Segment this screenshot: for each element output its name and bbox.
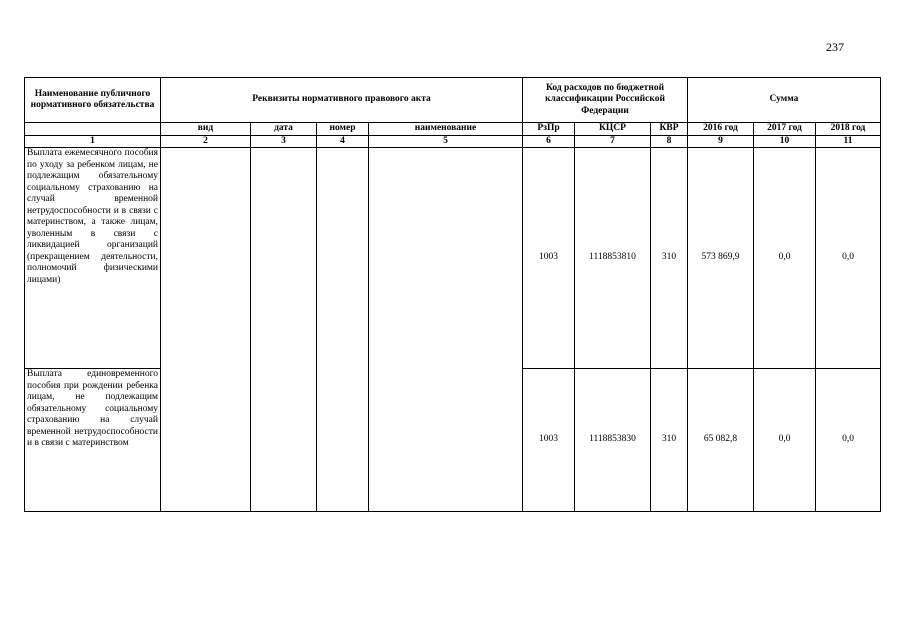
- sum-2016-cell: 573 869,9: [688, 148, 754, 369]
- subheader-2016: 2016 год: [688, 123, 754, 136]
- sum-2017-cell: 0,0: [754, 369, 816, 512]
- subheader-title: наименование: [369, 123, 523, 136]
- subheader-2017: 2017 год: [754, 123, 816, 136]
- sum-2018-cell: 0,0: [816, 148, 881, 369]
- col-number: 8: [651, 135, 688, 148]
- kcsr-cell: 1118853830: [575, 369, 651, 512]
- header-name: Наименование публичного нормативного обязательства: [25, 78, 161, 123]
- budget-table: [24, 77, 881, 512]
- kcsr-cell: 1118853810: [575, 148, 651, 369]
- col-number: 1: [25, 135, 161, 148]
- table-row: [25, 148, 881, 369]
- sum-2017-cell: 0,0: [754, 148, 816, 369]
- act-type-cell: [161, 148, 251, 512]
- subheader-kvr: КВР: [651, 123, 688, 136]
- act-title-cell: [369, 148, 523, 512]
- header-budget-code: Код расходов по бюджетной классификации Российской Федерации: [523, 78, 688, 123]
- header-act-details: Реквизиты нормативного правового акта: [161, 78, 523, 123]
- act-date-cell: [251, 148, 317, 512]
- subheader-type: вид: [161, 123, 251, 136]
- col-number: 5: [369, 135, 523, 148]
- header-row: [25, 78, 881, 123]
- kvr-cell: 310: [651, 369, 688, 512]
- subheader-row: [25, 123, 881, 136]
- col-number: 7: [575, 135, 651, 148]
- col-number: 9: [688, 135, 754, 148]
- col-number: 3: [251, 135, 317, 148]
- obligation-name: Выплата ежемесячного пособия по уходу за ребенком лицам, не подлежащим обязательному социальному страхованию на случай временной нетрудоспособности и в связи с материнством, а также лицам, уволенным в связи с ликвидацией организаций (прекращением деятельности, полномочий физическими лицами): [25, 148, 161, 369]
- subheader-kcsr: КЦСР: [575, 123, 651, 136]
- kvr-cell: 310: [651, 148, 688, 369]
- obligation-name: Выплата единовременного пособия при рождении ребенка лицам, не подлежащим обязательному социальному страхованию на случай временной нетрудоспособности и в связи с материнством: [25, 369, 161, 512]
- sum-2016-cell: 65 082,8: [688, 369, 754, 512]
- subheader-empty: [25, 123, 161, 136]
- col-number: 6: [523, 135, 575, 148]
- rzpr-cell: 1003: [523, 148, 575, 369]
- header-sum: Сумма: [688, 78, 881, 123]
- col-number: 10: [754, 135, 816, 148]
- rzpr-cell: 1003: [523, 369, 575, 512]
- subheader-2018: 2018 год: [816, 123, 881, 136]
- col-number: 11: [816, 135, 881, 148]
- subheader-number: номер: [317, 123, 369, 136]
- col-number: 2: [161, 135, 251, 148]
- sum-2018-cell: 0,0: [816, 369, 881, 512]
- page-number: 237: [826, 40, 844, 54]
- subheader-rzpr: РзПр: [523, 123, 575, 136]
- col-number: 4: [317, 135, 369, 148]
- act-number-cell: [317, 148, 369, 512]
- column-number-row: [25, 135, 881, 148]
- subheader-date: дата: [251, 123, 317, 136]
